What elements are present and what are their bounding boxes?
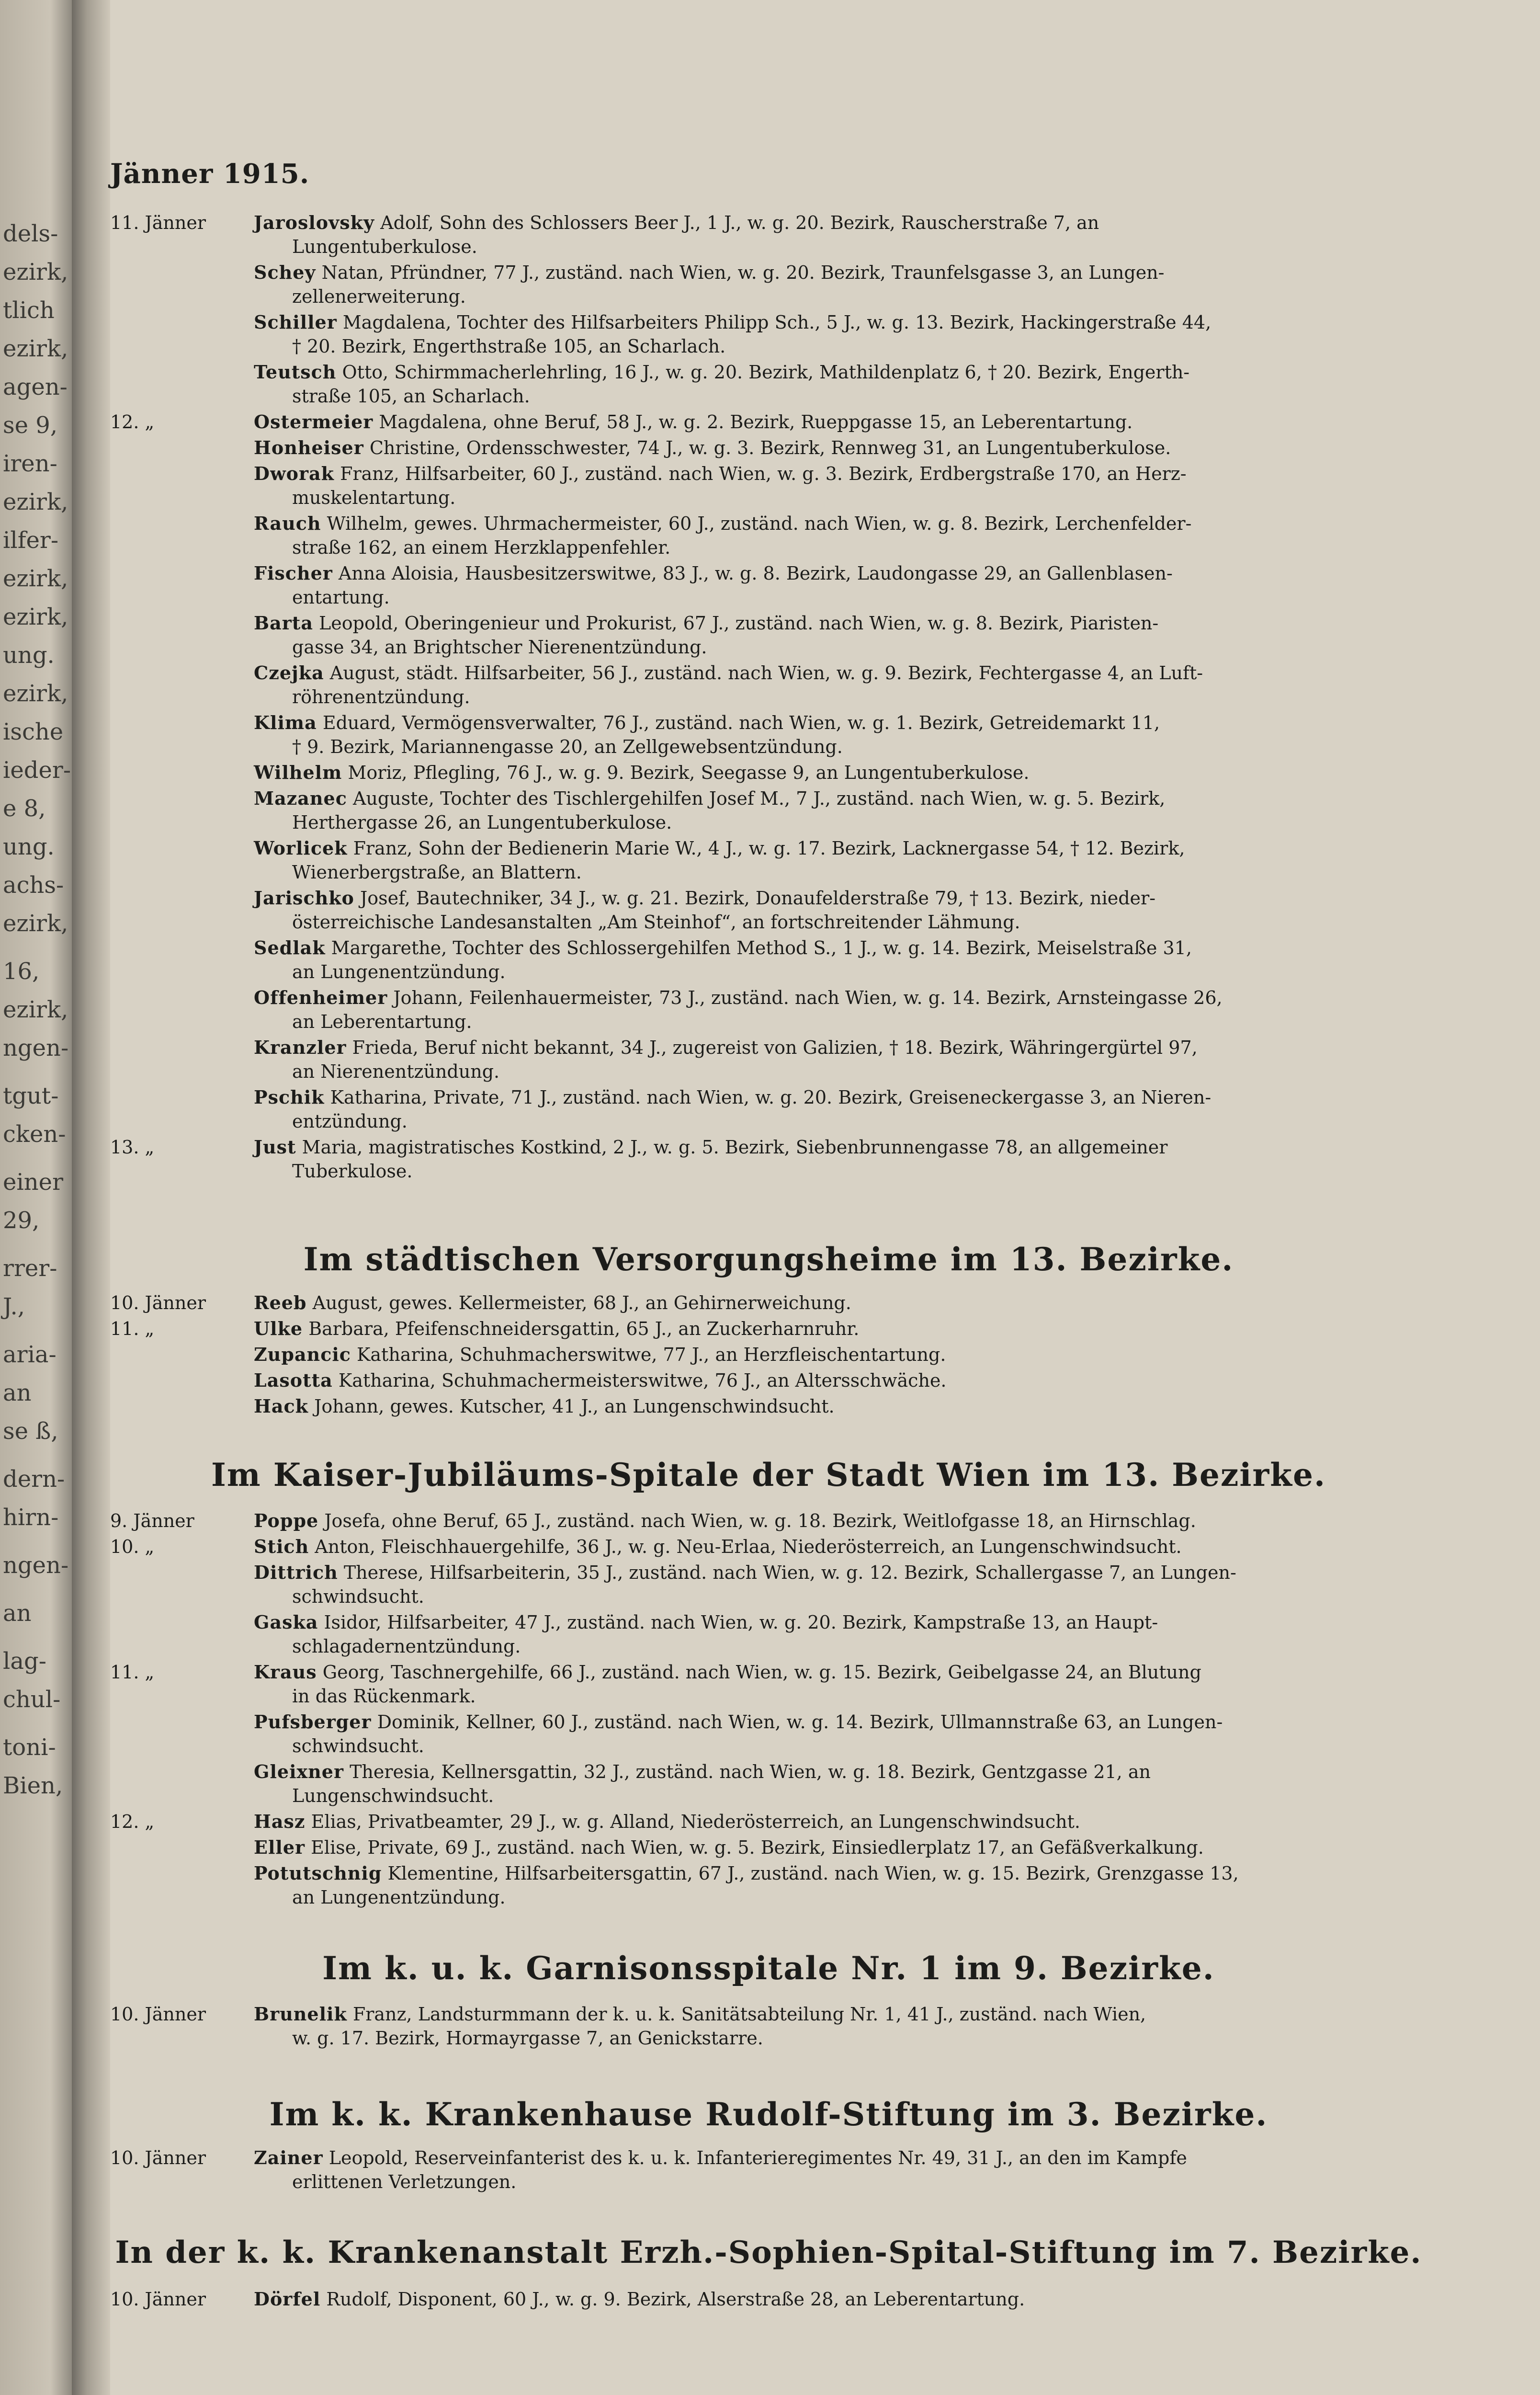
entry-text <box>254 1861 1417 1909</box>
entry-details: Josefa, ohne Beruf, 65 J., zuständ. nach Wien, w. g. 18. Bezirk, Weitlofgasse 18, an Hirnschlag. <box>324 1510 1196 1531</box>
entry-details: Franz, Landsturmmann der k. u. k. Sanitätsabteilung Nr. 1, 41 J., zuständ. nach Wien, <box>352 2004 1146 2025</box>
entry-text <box>254 1810 1417 1834</box>
deceased-surname: Reeb <box>254 1292 307 1313</box>
entry-details: Elias, Privatbeamter, 29 J., w. g. Alland, Niederösterreich, an Lungenschwindsucht. <box>311 1811 1081 1832</box>
deceased-surname: Sedlak <box>254 937 326 958</box>
entry-details: Katharina, Schuhmacherswitwe, 77 J., an Herzfleischentartung. <box>357 1344 946 1365</box>
entry-text <box>254 436 1417 460</box>
deceased-surname: Honheiser <box>254 437 364 458</box>
previous-page-fragment: Bien, <box>3 1772 63 1799</box>
deceased-surname: Mazanec <box>254 787 347 809</box>
entry-continuation: österreichische Landesanstalten „Am Steinhof“, an fortschreitender Lähmung. <box>292 912 1020 933</box>
previous-page-fragment: ezirk, <box>3 604 68 630</box>
page <box>110 0 1540 2395</box>
entry-text <box>254 1291 1417 1315</box>
entry-date: 10. „ <box>110 1536 155 1557</box>
previous-page-fragment: hirn- <box>3 1504 59 1531</box>
entry-details: Klementine, Hilfsarbeitersgattin, 67 J., zuständ. nach Wien, w. g. 15. Bezirk, Grenzgasse 13, <box>387 1863 1239 1884</box>
entry-date: 12. „ <box>110 1811 155 1832</box>
entry-text <box>254 787 1417 834</box>
deceased-surname: Fischer <box>254 562 333 584</box>
deceased-surname: Kranzler <box>254 1037 347 1058</box>
entry-text <box>254 836 1417 884</box>
previous-page-fragment: iren- <box>3 450 57 477</box>
entry-continuation: w. g. 17. Bezirk, Hormayrgasse 7, an Genickstarre. <box>292 2028 763 2049</box>
deceased-surname: Hack <box>254 1395 308 1417</box>
deceased-surname: Barta <box>254 612 313 634</box>
deceased-surname: Brunelik <box>254 2003 347 2025</box>
entry-text <box>254 462 1417 510</box>
entry-text <box>254 1760 1417 1808</box>
deceased-surname: Gleixner <box>254 1761 344 1782</box>
previous-page-fragment: se ß, <box>3 1418 58 1445</box>
previous-page-fragment: 29, <box>3 1207 40 1234</box>
section-heading: Im k. k. Krankenhause Rudolf-Stiftung im 3. Bezirke. <box>269 2096 1268 2133</box>
entry-date: 11. „ <box>110 1662 155 1683</box>
previous-page-fragment: cken- <box>3 1121 66 1148</box>
entry-details: Therese, Hilfsarbeiterin, 35 J., zuständ. nach Wien, w. g. 12. Bezirk, Schallergasse 7, an Lungen- <box>343 1562 1236 1583</box>
deceased-surname: Czejka <box>254 662 324 684</box>
entry-date: 10. Jänner <box>110 2147 206 2168</box>
entry-text <box>254 310 1417 358</box>
entry-text <box>254 561 1417 609</box>
entry-details: Magdalena, Tochter des Hilfsarbeiters Philipp Sch., 5 J., w. g. 13. Bezirk, Hackingerstraße 44, <box>342 312 1212 333</box>
deceased-surname: Poppe <box>254 1510 319 1531</box>
entry-text <box>254 761 1417 785</box>
entry-text <box>254 1369 1417 1392</box>
entry-text <box>254 1836 1417 1859</box>
entry-details: Moriz, Pflegling, 76 J., w. g. 9. Bezirk, Seegasse 9, an Lungentuberkulose. <box>348 762 1030 783</box>
entry-continuation: an Lungenentzündung. <box>292 961 506 982</box>
deceased-surname: Just <box>254 1136 296 1158</box>
entry-text <box>254 2146 1417 2194</box>
entry-date: 11. Jänner <box>110 212 206 233</box>
previous-page-fragment: ung. <box>3 833 55 860</box>
previous-page-fragment: ezirk, <box>3 565 68 592</box>
entry-continuation: röhrenentzündung. <box>292 686 470 707</box>
entry-details: Anton, Fleischhauergehilfe, 36 J., w. g. Neu-Erlaa, Niederösterreich, an Lungenschwindsucht. <box>315 1536 1182 1557</box>
deceased-surname: Zainer <box>254 2147 323 2168</box>
entry-text <box>254 512 1417 559</box>
entry-details: August, städt. Hilfsarbeiter, 56 J., zuständ. nach Wien, w. g. 9. Bezirk, Fechtergasse 4, an Luft- <box>329 662 1203 684</box>
entry-continuation: † 9. Bezirk, Mariannengasse 20, an Zellgewebsentzündung. <box>292 736 843 757</box>
deceased-surname: Dörfel <box>254 2288 321 2310</box>
deceased-surname: Dworak <box>254 463 334 484</box>
deceased-surname: Schiller <box>254 311 337 333</box>
previous-page-fragment: ngen- <box>3 1035 69 1061</box>
entry-continuation: schlagadernentzündung. <box>292 1636 521 1657</box>
deceased-surname: Schey <box>254 262 316 283</box>
entry-details: Katharina, Private, 71 J., zuständ. nach Wien, w. g. 20. Bezirk, Greiseneckergasse 3, an Nieren- <box>330 1087 1212 1108</box>
entry-text <box>254 211 1417 259</box>
previous-page-fragment: e 8, <box>3 795 46 822</box>
entry-text <box>254 1135 1417 1183</box>
entry-date: 11. „ <box>110 1318 155 1339</box>
entry-continuation: straße 162, an einem Herzklappenfehler. <box>292 537 671 558</box>
entry-details: Dominik, Kellner, 60 J., zuständ. nach Wien, w. g. 14. Bezirk, Ullmannstraße 63, an Lungen- <box>377 1711 1223 1733</box>
entry-details: Johann, Feilenhauermeister, 73 J., zuständ. nach Wien, w. g. 14. Bezirk, Arnsteingasse 26, <box>393 987 1223 1008</box>
page-content <box>110 0 1540 2395</box>
previous-page-fragment: tlich <box>3 297 55 324</box>
section-heading: Im k. u. k. Garnisonsspitale Nr. 1 im 9. Bezirke. <box>322 1950 1215 1987</box>
entry-details: Christine, Ordensschwester, 74 J., w. g. 3. Bezirk, Rennweg 31, an Lungentuberkulose. <box>369 437 1171 458</box>
entry-text <box>254 711 1417 759</box>
entry-continuation: schwindsucht. <box>292 1586 424 1607</box>
book-gutter <box>72 0 110 2395</box>
entry-text <box>254 1036 1417 1083</box>
entry-details: Margarethe, Tochter des Schlossergehilfen Method S., 1 J., w. g. 14. Bezirk, Meiselstraße 31, <box>331 937 1192 958</box>
previous-page-edge <box>0 0 72 2395</box>
previous-page-fragment: J., <box>3 1293 25 1320</box>
entry-details: Frieda, Beruf nicht bekannt, 34 J., zugereist von Galizien, † 18. Bezirk, Währingergürtel 97, <box>352 1037 1198 1058</box>
entry-details: Magdalena, ohne Beruf, 58 J., w. g. 2. Bezirk, Rueppgasse 15, an Leberentartung. <box>379 411 1133 433</box>
entry-date: 10. Jänner <box>110 2289 206 2310</box>
entry-continuation: in das Rückenmark. <box>292 1686 476 1707</box>
previous-page-fragment: ezirk, <box>3 910 68 937</box>
entry-continuation: an Leberentartung. <box>292 1011 472 1032</box>
entry-continuation: Tuberkulose. <box>292 1161 413 1182</box>
entry-text <box>254 1343 1417 1367</box>
entry-details: Leopold, Oberingenieur und Prokurist, 67 J., zuständ. nach Wien, w. g. 8. Bezirk, Piaristen- <box>319 613 1159 634</box>
entry-details: Isidor, Hilfsarbeiter, 47 J., zuständ. nach Wien, w. g. 20. Bezirk, Kampstraße 13, an Haupt- <box>324 1612 1158 1633</box>
entry-details: Anna Aloisia, Hausbesitzerswitwe, 83 J., w. g. 8. Bezirk, Laudongasse 29, an Gallenblasen- <box>338 563 1173 584</box>
deceased-surname: Jarischko <box>254 887 354 909</box>
previous-page-fragment: einer <box>3 1169 64 1196</box>
entry-continuation: zellenerweiterung. <box>292 286 466 307</box>
entry-text <box>254 410 1417 434</box>
previous-page-fragment: 16, <box>3 958 40 985</box>
entry-continuation: entzündung. <box>292 1111 408 1132</box>
previous-page-fragment: chul- <box>3 1686 61 1713</box>
previous-page-fragment: ezirk, <box>3 335 68 362</box>
previous-page-fragment: aria- <box>3 1341 57 1368</box>
previous-page-fragment: dern- <box>3 1466 65 1493</box>
entry-text <box>254 2002 1417 2050</box>
entry-details: Eduard, Vermögensverwalter, 76 J., zuständ. nach Wien, w. g. 1. Bezirk, Getreidemarkt 11, <box>322 712 1160 733</box>
previous-page-fragment: ieder- <box>3 757 71 784</box>
deceased-surname: Rauch <box>254 513 321 534</box>
previous-page-fragment: ilfer- <box>3 527 59 554</box>
entry-continuation: Wienerbergstraße, an Blattern. <box>292 862 582 883</box>
previous-page-fragment: lag- <box>3 1648 46 1675</box>
deceased-surname: Worlicek <box>254 837 348 859</box>
entry-text <box>254 986 1417 1034</box>
entry-text <box>254 1535 1417 1559</box>
entry-details: Otto, Schirmmacherlehrling, 16 J., w. g. 20. Bezirk, Mathildenplatz 6, † 20. Bezirk, Engerth- <box>342 362 1190 383</box>
previous-page-fragment: an <box>3 1600 32 1627</box>
deceased-surname: Teutsch <box>254 361 337 383</box>
entry-text <box>254 1394 1417 1418</box>
entry-details: Franz, Hilfsarbeiter, 60 J., zuständ. nach Wien, w. g. 3. Bezirk, Erdbergstraße 170, an Herz- <box>340 463 1187 484</box>
previous-page-fragment: an <box>3 1380 32 1406</box>
previous-page-fragment: toni- <box>3 1734 56 1761</box>
previous-page-fragment: tgut- <box>3 1083 59 1109</box>
previous-page-fragment: ezirk, <box>3 489 68 515</box>
entry-text <box>254 1085 1417 1133</box>
entry-details: Wilhelm, gewes. Uhrmachermeister, 60 J., zuständ. nach Wien, w. g. 8. Bezirk, Lerchenfelder- <box>327 513 1192 534</box>
entry-details: Georg, Taschnergehilfe, 66 J., zuständ. nach Wien, w. g. 15. Bezirk, Geibelgasse 24, an Blutung <box>322 1662 1201 1683</box>
entry-text <box>254 1509 1417 1533</box>
deceased-surname: Kraus <box>254 1661 317 1683</box>
previous-page-fragment: ezirk, <box>3 680 68 707</box>
deceased-surname: Lasotta <box>254 1369 333 1391</box>
entry-date: 13. „ <box>110 1137 155 1158</box>
entry-details: Adolf, Sohn des Schlossers Beer J., 1 J., w. g. 20. Bezirk, Rauscherstraße 7, an <box>380 212 1099 233</box>
deceased-surname: Pufsberger <box>254 1711 372 1733</box>
entry-continuation: gasse 34, an Brightscher Nierenentzündung. <box>292 637 707 658</box>
entry-date: 10. Jänner <box>110 2004 206 2025</box>
entry-details: Auguste, Tochter des Tischlergehilfen Josef M., 7 J., zuständ. nach Wien, w. g. 5. Bezirk, <box>352 788 1166 809</box>
entry-text <box>254 1317 1417 1341</box>
deceased-surname: Pschik <box>254 1086 325 1108</box>
entry-continuation: an Nierenentzündung. <box>292 1061 500 1082</box>
entry-details: Johann, gewes. Kutscher, 41 J., an Lungenschwindsucht. <box>314 1396 835 1417</box>
deceased-surname: Hasz <box>254 1811 306 1832</box>
previous-page-fragment: ezirk, <box>3 259 68 285</box>
previous-page-fragment: ezirk, <box>3 996 68 1023</box>
previous-page-fragment: ische <box>3 718 64 745</box>
entry-continuation: muskelentartung. <box>292 487 456 508</box>
entry-continuation: erlittenen Verletzungen. <box>292 2171 517 2192</box>
entry-details: Theresia, Kellnersgattin, 32 J., zuständ. nach Wien, w. g. 18. Bezirk, Gentzgasse 21, an <box>350 1761 1151 1782</box>
entry-details: Barbara, Pfeifenschneidersgattin, 65 J., an Zuckerharnruhr. <box>308 1318 860 1339</box>
section-heading: Im städtischen Versorgungsheime im 13. Bezirke. <box>303 1241 1234 1278</box>
entry-text <box>254 1660 1417 1708</box>
entry-continuation: straße 105, an Scharlach. <box>292 386 530 407</box>
entry-text <box>254 2287 1417 2311</box>
deceased-surname: Offenheimer <box>254 987 388 1008</box>
deceased-surname: Eller <box>254 1836 306 1858</box>
previous-page-fragment: se 9, <box>3 412 58 439</box>
deceased-surname: Potutschnig <box>254 1862 382 1884</box>
entry-text <box>254 261 1417 308</box>
entry-text <box>254 936 1417 984</box>
previous-page-fragment: achs- <box>3 872 64 899</box>
entry-details: August, gewes. Kellermeister, 68 J., an Gehirnerweichung. <box>312 1292 851 1313</box>
entry-details: Elise, Private, 69 J., zuständ. nach Wien, w. g. 5. Bezirk, Einsiedlerplatz 17, an Gefäßverkalkung. <box>311 1837 1204 1858</box>
entry-continuation: † 20. Bezirk, Engerthstraße 105, an Scharlach. <box>292 336 726 357</box>
deceased-surname: Wilhelm <box>254 762 342 783</box>
previous-page-fragment: rrer- <box>3 1255 57 1282</box>
entry-details: Josef, Bautechniker, 34 J., w. g. 21. Bezirk, Donaufelderstraße 79, † 13. Bezirk, nieder- <box>360 888 1156 909</box>
section-heading: Im Kaiser-Jubiläums-Spitale der Stadt Wien im 13. Bezirke. <box>211 1456 1326 1494</box>
previous-page-fragment: ung. <box>3 642 55 669</box>
previous-page-fragment: agen- <box>3 374 68 400</box>
entry-text <box>254 360 1417 408</box>
entry-details: Rudolf, Disponent, 60 J., w. g. 9. Bezirk, Alserstraße 28, an Leberentartung. <box>326 2289 1025 2310</box>
entry-date: 10. Jänner <box>110 1292 206 1313</box>
entry-date: 12. „ <box>110 411 155 433</box>
previous-page-fragment: dels- <box>3 220 58 247</box>
page-header: Jänner 1915. <box>110 158 310 190</box>
entry-date: 9. Jänner <box>110 1510 194 1531</box>
entry-continuation: Lungenschwindsucht. <box>292 1785 494 1806</box>
entry-text <box>254 886 1417 934</box>
entry-details: Natan, Pfründner, 77 J., zuständ. nach Wien, w. g. 20. Bezirk, Traunfelsgasse 3, an Lungen- <box>321 262 1165 283</box>
entry-details: Franz, Sohn der Bedienerin Marie W., 4 J., w. g. 17. Bezirk, Lacknergasse 54, † 12. Bezirk, <box>353 838 1185 859</box>
entry-text <box>254 661 1417 709</box>
entry-continuation: schwindsucht. <box>292 1735 424 1756</box>
entry-continuation: Herthergasse 26, an Lungentuberkulose. <box>292 812 672 833</box>
entry-details: Katharina, Schuhmachermeisterswitwe, 76 J., an Altersschwäche. <box>338 1370 947 1391</box>
section-heading: In der k. k. Krankenanstalt Erzh.-Sophien-Spital-Stiftung im 7. Bezirke. <box>115 2235 1422 2270</box>
deceased-surname: Gaska <box>254 1611 318 1633</box>
previous-page-fragment: ngen- <box>3 1552 69 1579</box>
entry-continuation: an Lungenentzündung. <box>292 1887 506 1908</box>
deceased-surname: Zupancic <box>254 1344 351 1365</box>
deceased-surname: Klima <box>254 712 317 733</box>
entry-details: Leopold, Reserveinfanterist des k. u. k. Infanterieregimentes Nr. 49, 31 J., an den im Kampfe <box>328 2147 1187 2168</box>
entry-details: Maria, magistratisches Kostkind, 2 J., w. g. 5. Bezirk, Siebenbrunnengasse 78, an allgemeiner <box>302 1137 1168 1158</box>
entry-text <box>254 1610 1417 1658</box>
deceased-surname: Jaroslovsky <box>254 212 375 233</box>
entry-continuation: entartung. <box>292 587 390 608</box>
entry-continuation: Lungentuberkulose. <box>292 236 477 257</box>
deceased-surname: Ostermeier <box>254 411 374 433</box>
deceased-surname: Ulke <box>254 1318 303 1339</box>
deceased-surname: Dittrich <box>254 1562 338 1583</box>
entry-text <box>254 611 1417 659</box>
deceased-surname: Stich <box>254 1536 309 1557</box>
entry-text <box>254 1561 1417 1608</box>
entry-text <box>254 1710 1417 1758</box>
